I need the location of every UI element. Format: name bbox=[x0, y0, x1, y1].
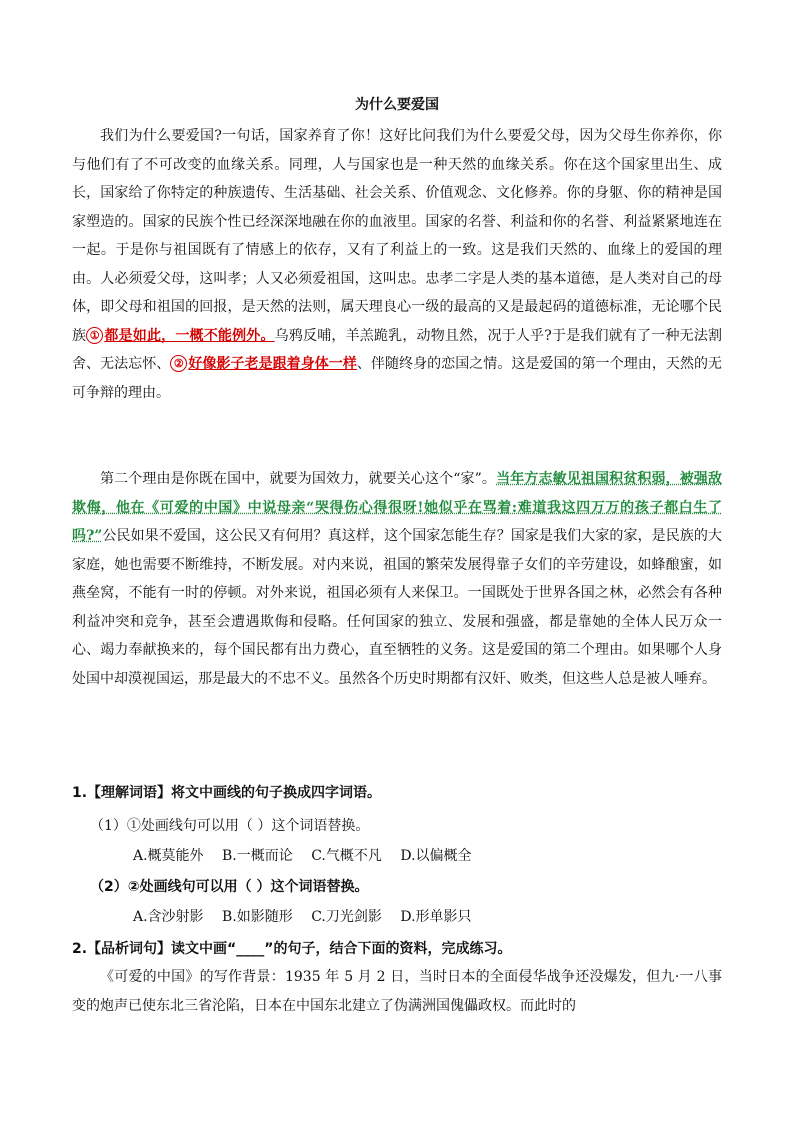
question-1-sub-1: （1）①处画线句可以用（ ）这个词语替换。 bbox=[90, 818, 370, 834]
option-2c[interactable]: C.刀光剑影 bbox=[311, 909, 382, 925]
option-1d[interactable]: D.以偏概全 bbox=[400, 848, 472, 864]
underlined-sentence-1 bbox=[86, 328, 274, 344]
p1-text-c: 、伴随终身的恋国之情。这是爱国的第一个理由，天然的无可争辩的理由。 bbox=[72, 356, 723, 401]
paragraph-1 bbox=[72, 122, 722, 407]
option-2d[interactable]: D.形单影只 bbox=[400, 909, 472, 925]
question-1-stem: 1.【理解词语】将文中画线的句子换成四字词语。 bbox=[72, 785, 382, 801]
article-title: 为什么要爱国 bbox=[355, 97, 439, 113]
p2-text-a: 第二个理由是你既在国中，就要为国效力，就要关心这个“家”。 bbox=[100, 471, 497, 487]
question-1-sub-2: （2）②处画线句可以用（ ）这个词语替换。 bbox=[90, 879, 369, 895]
wavy-underlined-sentence: 当年方志敏见祖国积贫积弱，被强敌欺侮，他在《可爱的中国》中说母亲“哭得伤心得很呀!她似乎在骂着:难道我这四万万的孩子都白生了吗?” bbox=[72, 471, 722, 544]
option-2b[interactable]: B.如影随形 bbox=[222, 909, 293, 925]
option-1b[interactable]: B.一概而论 bbox=[222, 848, 293, 864]
question-1-options-2 bbox=[133, 906, 486, 926]
p1-text-a: 我们为什么要爱国?一句话，国家养育了你！这好比问我们为什么要爱父母，因为父母生你养你，你与他们有了不可改变的血缘关系。同理，人与国家也是一种天然的血缘关系。你在这个国家里出生、成长，国家给了你特定的种族遗传、生活基础、社会关系、价值观念、文化修养。你的身躯、你的精神是国家塑造的。国家的民族个性已经深深地融在你的血液里。国家的名誉、利益和你的名誉、利益紧紧地连在一起。于是你与祖国既有了情感上的依存，又有了利益上的一致。这是我们天然的、血缘上的爱国的理由。人必须爱父母，这叫孝；人又必须爱祖国，这叫忠。忠孝二字是人类的基本道德，是人类对自己的母体，即父母和祖国的回报，是天然的法则，属天理良心一级的最高的又是最起码的道德标准，无论哪个民族 bbox=[72, 128, 722, 344]
paragraph-2 bbox=[72, 465, 722, 693]
underlined-sentence-2 bbox=[170, 356, 357, 372]
option-1c[interactable]: C.气概不凡 bbox=[311, 848, 382, 864]
question-2-stem: 2.【品析词句】读文中画“____”的句子，结合下面的资料，完成练习。 bbox=[72, 941, 512, 957]
background-material: 《可爱的中国》的写作背景：1935 年 5 月 2 日，当时日本的全面侵华战争还没爆发，但九·一八事变的炮声已使东北三省沦陷，日本在中国东北建立了伪满洲国傀儡政权。而此时的 bbox=[72, 969, 722, 1014]
option-1a[interactable]: A.概莫能外 bbox=[133, 848, 204, 864]
option-2a[interactable]: A.含沙射影 bbox=[133, 909, 204, 925]
underline-2-text: 好像影子老是跟着身体一样 bbox=[188, 356, 357, 372]
underline-1-text: 都是如此，一概不能例外。 bbox=[104, 327, 275, 344]
p1-text-b: 乌鸦反哺，羊羔跪乳，动物且然，况于人乎?于是我们就有了一种无法割舍、无法忘怀、 bbox=[72, 327, 723, 372]
mark-1: ① bbox=[86, 327, 103, 344]
mark-2: ② bbox=[170, 355, 187, 372]
p2-text-b: 公民如果不爱国，这公民又有何用？真这样，这个国家怎能生存？国家是我们大家的家，是民族的大家庭，她也需要不断维持，不断发展。对内来说，祖国的繁荣发展得靠子女们的辛劳建设，如蜂酿蜜，如燕垒窝，不能有一时的停顿。对外来说，祖国必须有人来保卫。一国既处于世界各国之林，必然会有各种利益冲突和竞争，甚至会遭遇欺侮和侵略。任何国家的独立、发展和强盛，都是靠她的全体人民万众一心、竭力奉献换来的，每个国民都有出力费心，直至牺牲的义务。这是爱国的第二个理由。如果哪个人身处国中却漠视国运，那是最大的不忠不义。虽然各个历史时期都有汉奸、败类，但这些人总是被人唾弃。 bbox=[72, 528, 722, 687]
question-1-options-1 bbox=[133, 845, 486, 865]
